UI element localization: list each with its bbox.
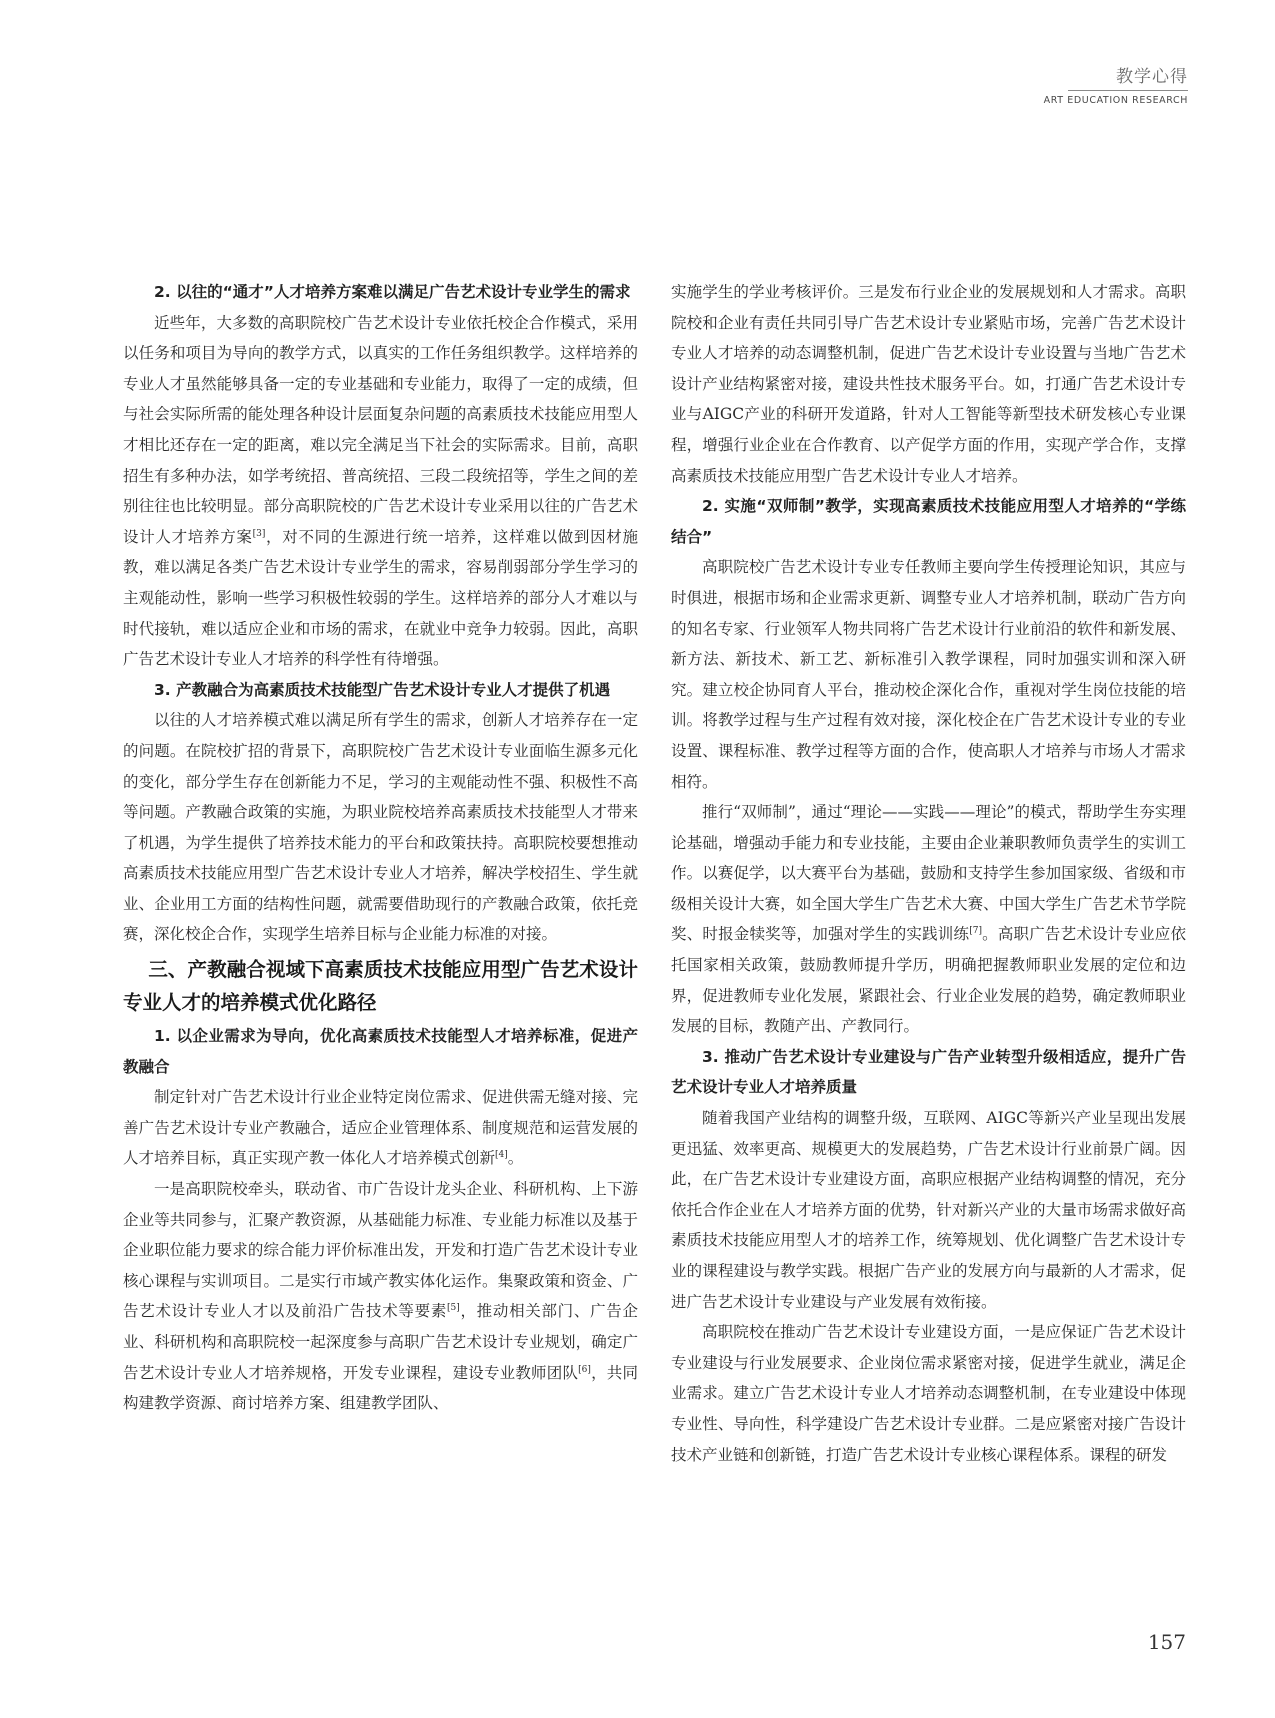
paragraph [671,797,1186,1042]
subheading-3-2: 2. 实施“双师制”教学，实现高素质技术技能应用型人才培养的“学练结合” [671,497,1186,546]
subheading-3: 3. 产教融合为高素质技术技能型广告艺术设计专业人才提供了机遇 [154,680,611,699]
subheading-2: 2. 以往的“通才”人才培养方案难以满足广告艺术设计专业学生的需求 [154,283,631,301]
paragraph [123,1174,638,1419]
citation: [4] [495,1150,508,1161]
paragraph: 高职院校在推动广告艺术设计专业建设方面，一是应保证广告艺术设计专业建设与行业发展要求、企业岗位需求紧密对接，促进学生就业，满足企业需求。建立广告艺术设计专业人才培养动态调整机制，在专业建设中体现专业性、导向性，科学建设广告艺术设计专业群。二是应紧密对接广告设计技术产业链和创新链，打造广告艺术设计专业核心课程体系。课程的研发 [671,1323,1186,1464]
citation: [3] [252,528,266,539]
paragraph: 以往的人才培养模式难以满足所有学生的需求，创新人才培养存在一定的问题。在院校扩招的背景下，高职院校广告艺术设计专业面临生源多元化的变化，部分学生存在创新能力不足，学习的主观能动性不强、积极性不高等问题。产教融合政策的实施，为职业院校培养高素质技术技能型人才带来了机遇，为学生提供了培养技术能力的平台和政策扶持。高职院校要想推动高素质技术技能应用型广告艺术设计专业人才培养，解决学校招生、学生就业、企业用工方面的结构性问题，就需要借助现行的产教融合政策，依托竞赛，深化校企合作，实现学生培养目标与企业能力标准的对接。 [123,711,638,944]
header-subtitle: ART EDUCATION RESEARCH [1043,95,1188,106]
paragraph-text: 近些年，大多数的高职院校广告艺术设计专业依托校企合作模式，采用以任务和项目为导向的教学方式，以真实的工作任务组织教学。这样培养的专业人才虽然能够具备一定的专业基础和专业能力，取得了一定的成绩，但与社会实际所需的能处理各种设计层面复杂问题的高素质技术技能应用型人才相比还存在一定的距离，难以完全满足当下社会的实际需求。目前，高职招生有多种办法，如学考统招、普高统招、三段二段统招等，学生之间的差别往往也比较明显。部分高职院校的广告艺术设计专业采用以往的广告艺术设计人才培养方案 [123,313,638,546]
paragraph-text: 推行“双师制”，通过“理论——实践——理论”的模式，帮助学生夯实理论基础，增强动手能力和专业技能，主要由企业兼职教师负责学生的实训工作。以赛促学，以大赛平台为基础，鼓励和支持学生参加国家级、省级和市级相关设计大赛，如全国大学生广告艺术大赛、中国大学生广告艺术节学院奖、时报金犊奖等，加强对学生的实践训练 [671,803,1186,944]
section-heading-3: 三、产教融合视域下高素质技术技能应用型广告艺术设计专业人才的培养模式优化路径 [123,958,638,1015]
header-divider [1068,90,1188,91]
subheading-3-1: 1. 以企业需求为导向，优化高素质技术技能型人才培养标准，促进产教融合 [123,1027,638,1076]
paragraph-text: 。 [507,1149,524,1168]
running-header [888,62,1188,106]
paragraph-text: ，对不同的生源进行统一培养，这样难以做到因材施教，难以满足各类广告艺术设计专业学生的需求，容易削弱部分学生学习的主观能动性，影响一些学习积极性较弱的学生。这样培养的部分人才难以与时代接轨，难以适应企业和市场的需求，在就业中竞争力较弱。因此，高职广告艺术设计专业人才培养的科学性有待增强。 [123,527,638,669]
left-column [123,277,638,1419]
citation: [7] [969,926,982,937]
paragraph: 随着我国产业结构的调整升级，互联网、AIGC等新兴产业呈现出发展更迅猛、效率更高、规模更大的发展趋势，广告艺术设计行业前景广阔。因此，在广告艺术设计专业建设方面，高职应根据产业结构调整的情况，充分依托合作企业在人才培养方面的优势，针对新兴产业的大量市场需求做好高素质技术技能应用型人才的培养工作，统筹规划、优化调整广告艺术设计专业的课程建设与教学实践。根据广告产业的发展方向与最新的人才需求，促进广告艺术设计专业建设与产业发展有效衔接。 [671,1109,1186,1311]
page-number: 157 [1147,1630,1186,1654]
subheading-3-3: 3. 推动广告艺术设计专业建设与广告产业转型升级相适应，提升广告艺术设计专业人才培养质量 [671,1047,1186,1097]
paragraph-text: ，推动相关部门、广告企业、科研机构和高职院校一起深度参与高职广告艺术设计专业规划，确定广告艺术设计专业人才培养规格，开发专业课程，建设专业教师团队 [123,1302,638,1382]
paragraph-text: 。高职广告艺术设计专业应依托国家相关政策，鼓励教师提升学历，明确把握教师职业发展的定位和边界，促进教师专业化发展，紧跟社会、行业企业发展的趋势，确定教师职业发展的目标，教随产出、产教同行。 [671,925,1186,1036]
citation: [6] [578,1364,591,1375]
paragraph-text: ，共同构建教学资源、商讨培养方案、组建教学团队、 [123,1363,638,1413]
paragraph [123,1082,638,1174]
paragraph: 高职院校广告艺术设计专业专任教师主要向学生传授理论知识，其应与时俱进，根据市场和企业需求更新、调整专业人才培养机制，联动广告方向的知名专家、行业领军人物共同将广告艺术设计行业前沿的软件和新发展、新方法、新技术、新工艺、新标准引入教学课程，同时加强实训和深入研究。建立校企协同育人平台，推动校企深化合作，重视对学生岗位技能的培训。将教学过程与生产过程有效对接，深化校企在广告艺术设计专业的专业设置、课程标准、教学过程等方面的合作，使高职人才培养与市场人才需求相符。 [671,558,1186,791]
header-title: 教学心得 [1116,67,1188,87]
paragraph-text: 一是高职院校牵头，联动省、市广告设计龙头企业、科研机构、上下游企业等共同参与，汇聚产教资源，从基础能力标准、专业能力标准以及基于企业职位能力要求的综合能力评价标准出发，开发和打造广告艺术设计专业核心课程与实训项目。二是实行市域产教实体化运作。集聚政策和资金、广告艺术设计专业人才以及前沿广告技术等要素 [123,1180,638,1321]
right-column [671,277,1186,1470]
paragraph-continued: 实施学生的学业考核评价。三是发布行业企业的发展规划和人才需求。高职院校和企业有责任共同引导广告艺术设计专业紧贴市场，完善广告艺术设计专业人才培养的动态调整机制，促进广告艺术设计专业设置与当地广告艺术设计产业结构紧密对接，建设共性技术服务平台。如，打通广告艺术设计专业与AIGC产业的科研开发道路，针对人工智能等新型技术研发核心专业课程，增强行业企业在合作教育、以产促学方面的作用，实现产学合作，支撑高素质技术技能应用型广告艺术设计专业人才培养。 [671,283,1186,485]
paragraph-text: 制定针对广告艺术设计行业企业特定岗位需求、促进供需无缝对接、完善广告艺术设计专业产教融合，适应企业管理体系、制度规范和运营发展的人才培养目标，真正实现产教一体化人才培养模式创新 [123,1088,638,1168]
citation: [5] [447,1303,460,1314]
paragraph [123,308,638,675]
